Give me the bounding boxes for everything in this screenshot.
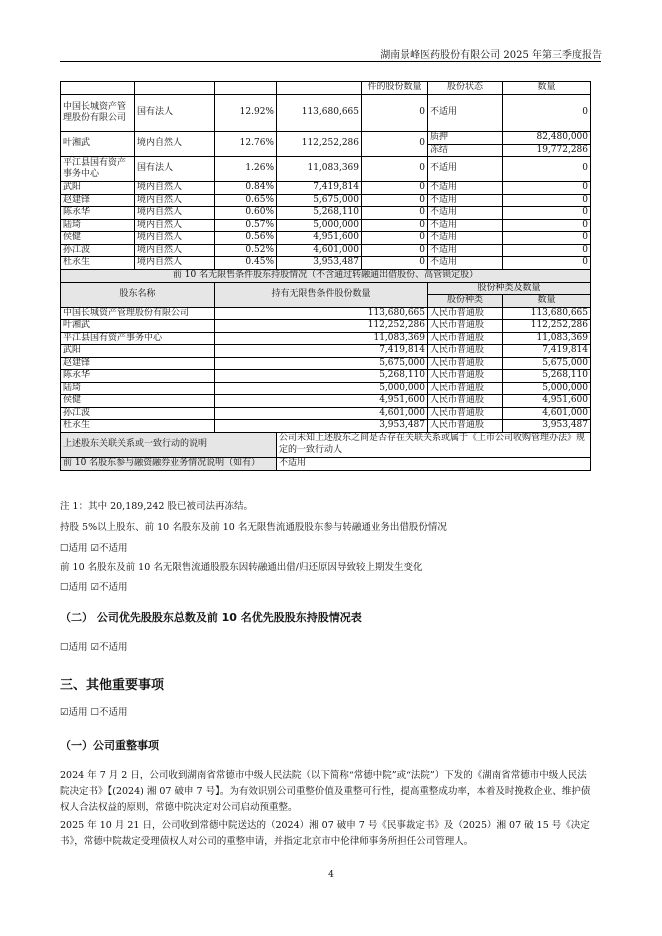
table-cell: 人民币普通股 <box>428 307 503 320</box>
table-cell: 12.76% <box>215 132 277 157</box>
table-cell: 公司未知上述股东之间是否存在关联关系或属于《上市公司收购管理办法》规定的一致行动人 <box>277 432 591 457</box>
table-cell: 113,680,665 <box>503 307 591 320</box>
table-cell: 4,951,600 <box>215 395 428 408</box>
paragraph-lending-change: 前 10 名股东及前 10 名无限售流通股股东因转融通出借/归还原因导致较上期发生变化 <box>60 562 423 573</box>
paragraph-restructuring-1: 2024 年 7 月 2 日，公司收到湖南省常德市中级人民法院（以下简称“常德中院”或“法院”）下发的《湖南省常德市中级人民法院决定书》【(2024) 湘 07 破申 7 号】。为有效识别公司重整价值及重整可行性，提高重整成功率，本着及时挽救企业、维护债权人合法权益的原则，常德中院决定对公司启动预重整。 <box>60 770 591 813</box>
table-cell: 0 <box>503 244 591 257</box>
table-cell: 孙江波 <box>61 244 135 257</box>
table-cell: 不适用 <box>428 219 503 232</box>
table-row <box>61 420 591 433</box>
table-cell: 前 10 名无限售条件股东持股情况（不含通过转融通出借股份、高管锁定股） <box>61 269 591 282</box>
applicability-check-1: ☐适用 ☑不适用 <box>60 543 128 554</box>
table-cell: 0 <box>362 219 428 232</box>
table-cell: 武阳 <box>61 345 215 358</box>
table-cell: 冻结 <box>428 144 503 157</box>
table-cell: 人民币普通股 <box>428 420 503 433</box>
table-cell: 4,951,600 <box>503 395 591 408</box>
table-cell: 0 <box>362 182 428 195</box>
table-cell: 杜永生 <box>61 257 135 270</box>
table-cell: 叶湘武 <box>61 320 215 333</box>
page-number: 4 <box>328 870 334 880</box>
table-cell: 0 <box>503 207 591 220</box>
table-cell: 不适用 <box>428 207 503 220</box>
table-row <box>61 257 591 270</box>
table-cell: 境内自然人 <box>135 194 215 207</box>
table-row <box>61 320 591 333</box>
table-cell: 5,675,000 <box>503 357 591 370</box>
table-cell: 陈永华 <box>61 207 135 220</box>
table-row <box>61 357 591 370</box>
table-header-row <box>61 82 591 95</box>
section-other-matters-title: 三、其他重要事项 <box>60 678 165 693</box>
table-cell: 19,772,286 <box>503 144 591 157</box>
table-row <box>61 95 591 132</box>
table-cell: 股份状态 <box>428 82 503 95</box>
table-cell: 侯健 <box>61 232 135 245</box>
table-cell: 不适用 <box>428 257 503 270</box>
table-cell: 0 <box>362 95 428 132</box>
table-cell: 境内自然人 <box>135 244 215 257</box>
table-cell: 0.84% <box>215 182 277 195</box>
table-cell: 0.56% <box>215 232 277 245</box>
table-cell: 0.65% <box>215 194 277 207</box>
table-cell: 数量 <box>503 82 591 95</box>
table-cell <box>61 82 135 95</box>
margin-row <box>61 457 591 470</box>
table-cell: 持有无限售条件股份数量 <box>215 282 428 307</box>
table-cell: 0.52% <box>215 244 277 257</box>
table-cell: 中国长城资产管理股份有限公司 <box>61 307 215 320</box>
table-cell: 侯健 <box>61 395 215 408</box>
table-cell: 上述股东关联关系或一致行动的说明 <box>61 432 277 457</box>
applicability-check-4: ☑适用 ☐不适用 <box>60 707 128 718</box>
table-cell: 12.92% <box>215 95 277 132</box>
table-cell: 人民币普通股 <box>428 382 503 395</box>
table-cell: 0 <box>503 157 591 182</box>
table-cell: 11,083,369 <box>215 332 428 345</box>
table-row <box>61 345 591 358</box>
table-cell: 陆琦 <box>61 382 215 395</box>
table-cell: 113,680,665 <box>215 307 428 320</box>
table-cell: 赵建锋 <box>61 194 135 207</box>
table-cell: 5,268,110 <box>277 207 362 220</box>
table-cell: 叶湘武 <box>61 132 135 157</box>
table-cell: 0 <box>503 95 591 132</box>
table-cell: 0.57% <box>215 219 277 232</box>
table-cell: 境内自然人 <box>135 257 215 270</box>
table-cell: 境内自然人 <box>135 207 215 220</box>
table-cell: 0 <box>503 219 591 232</box>
table-cell: 不适用 <box>428 232 503 245</box>
header-divider <box>60 61 601 62</box>
table-cell: 不适用 <box>277 457 591 470</box>
table-row <box>61 132 591 145</box>
table-cell: 人民币普通股 <box>428 370 503 383</box>
table-cell: 11,083,369 <box>277 157 362 182</box>
table-cell: 境内自然人 <box>135 182 215 195</box>
table-cell: 国有法人 <box>135 95 215 132</box>
unrestricted-title-row <box>61 269 591 282</box>
table-row <box>61 232 591 245</box>
table-cell: 0.45% <box>215 257 277 270</box>
table-cell: 人民币普通股 <box>428 320 503 333</box>
table-cell: 陈永华 <box>61 370 215 383</box>
table-cell: 不适用 <box>428 244 503 257</box>
table-cell: 5,000,000 <box>215 382 428 395</box>
table-cell: 不适用 <box>428 157 503 182</box>
shareholder-table <box>60 81 591 471</box>
table-cell: 0.60% <box>215 207 277 220</box>
table-row <box>61 382 591 395</box>
table-cell: 0 <box>362 194 428 207</box>
table-cell: 人民币普通股 <box>428 332 503 345</box>
table-cell: 3,953,487 <box>215 420 428 433</box>
table-cell: 5,675,000 <box>215 357 428 370</box>
table-row <box>61 332 591 345</box>
table-cell: 0 <box>503 257 591 270</box>
table-cell: 股份种类及数量 <box>428 282 591 295</box>
table-cell: 82,480,000 <box>503 132 591 145</box>
table-cell <box>215 82 277 95</box>
table-cell: 陆琦 <box>61 219 135 232</box>
table-cell: 5,000,000 <box>277 219 362 232</box>
table-cell: 杜永生 <box>61 420 215 433</box>
table-cell: 国有法人 <box>135 157 215 182</box>
table-cell <box>135 82 215 95</box>
table-row <box>61 182 591 195</box>
table-row <box>61 307 591 320</box>
table-cell: 人民币普通股 <box>428 357 503 370</box>
table-cell: 平江县国有资产事务中心 <box>61 157 135 182</box>
table-row <box>61 219 591 232</box>
table-cell: 113,680,665 <box>277 95 362 132</box>
subsection-restructuring-title: （一）公司重整事项 <box>60 739 159 752</box>
table-cell: 4,601,000 <box>215 407 428 420</box>
table-cell: 4,951,600 <box>277 232 362 245</box>
table-cell: 不适用 <box>428 194 503 207</box>
table-cell: 武阳 <box>61 182 135 195</box>
table-cell: 股东名称 <box>61 282 215 307</box>
section-preferred-shares-title: （二） 公司优先股股东总数及前 10 名优先股股东持股情况表 <box>60 611 362 624</box>
table-cell: 7,419,814 <box>503 345 591 358</box>
table-cell: 0 <box>362 244 428 257</box>
table-row <box>61 244 591 257</box>
table-cell: 4,601,000 <box>277 244 362 257</box>
table-cell: 股份种类 <box>428 295 503 308</box>
relation-row <box>61 432 591 457</box>
table-cell: 3,953,487 <box>503 420 591 433</box>
table-cell: 5,268,110 <box>215 370 428 383</box>
table-cell: 前 10 名股东参与融资融券业务情况说明（如有） <box>61 457 277 470</box>
table-cell: 0 <box>362 207 428 220</box>
table-cell: 0 <box>362 232 428 245</box>
table-cell: 3,953,487 <box>277 257 362 270</box>
table-cell: 境内自然人 <box>135 132 215 157</box>
table-cell: 人民币普通股 <box>428 407 503 420</box>
table-row <box>61 194 591 207</box>
table-cell: 境内自然人 <box>135 219 215 232</box>
table-cell: 数量 <box>503 295 591 308</box>
table-cell: 7,419,814 <box>215 345 428 358</box>
applicability-check-2: ☐适用 ☑不适用 <box>60 582 128 593</box>
table-cell: 4,601,000 <box>503 407 591 420</box>
page-header: 湖南景峰医药股份有限公司 2025 年第三季度报告 <box>380 50 602 61</box>
table-cell: 5,000,000 <box>503 382 591 395</box>
table-cell: 人民币普通股 <box>428 395 503 408</box>
table-cell <box>277 82 362 95</box>
table-cell: 0 <box>503 194 591 207</box>
table-cell: 0 <box>362 132 428 157</box>
table-cell: 112,252,286 <box>503 320 591 333</box>
table-row <box>61 207 591 220</box>
table-cell: 件的股份数量 <box>362 82 428 95</box>
table-cell: 0 <box>362 157 428 182</box>
table-cell: 11,083,369 <box>503 332 591 345</box>
table-cell: 中国长城资产管理股份有限公司 <box>61 95 135 132</box>
note-1: 注 1：其中 20,189,242 股已被司法再冻结。 <box>60 501 253 512</box>
table-cell: 平江县国有资产事务中心 <box>61 332 215 345</box>
table-cell: 不适用 <box>428 95 503 132</box>
table-cell: 境内自然人 <box>135 232 215 245</box>
table-cell: 112,252,286 <box>215 320 428 333</box>
table-cell: 人民币普通股 <box>428 345 503 358</box>
table-cell: 0 <box>503 182 591 195</box>
table-cell: 112,252,286 <box>277 132 362 157</box>
paragraph-restructuring-2: 2025 年 10 月 21 日，公司收到常德中院送达的（2024）湘 07 破申 7 号《民事裁定书》及（2025）湘 07 破 15 号《决定书》，常德中院裁定受理债权人对公司的重整申请，并指定北京市中伦律师事务所担任公司管理人。 <box>60 820 590 847</box>
table-cell: 5,268,110 <box>503 370 591 383</box>
unrestricted-header-row <box>61 282 591 295</box>
applicability-check-3: ☐适用 ☑不适用 <box>60 642 128 653</box>
table-cell: 0 <box>503 232 591 245</box>
table-cell: 孙江波 <box>61 407 215 420</box>
table-row <box>61 395 591 408</box>
table-cell: 0 <box>362 257 428 270</box>
table-row <box>61 157 591 182</box>
table-cell: 质押 <box>428 132 503 145</box>
table-cell: 不适用 <box>428 182 503 195</box>
table-cell: 7,419,814 <box>277 182 362 195</box>
table-row <box>61 370 591 383</box>
paragraph-lending: 持股 5%以上股东、前 10 名股东及前 10 名无限售流通股股东参与转融通业务出借股份情况 <box>60 522 447 533</box>
table-cell: 赵建锋 <box>61 357 215 370</box>
table-cell: 5,675,000 <box>277 194 362 207</box>
table-cell: 1.26% <box>215 157 277 182</box>
table-row <box>61 407 591 420</box>
